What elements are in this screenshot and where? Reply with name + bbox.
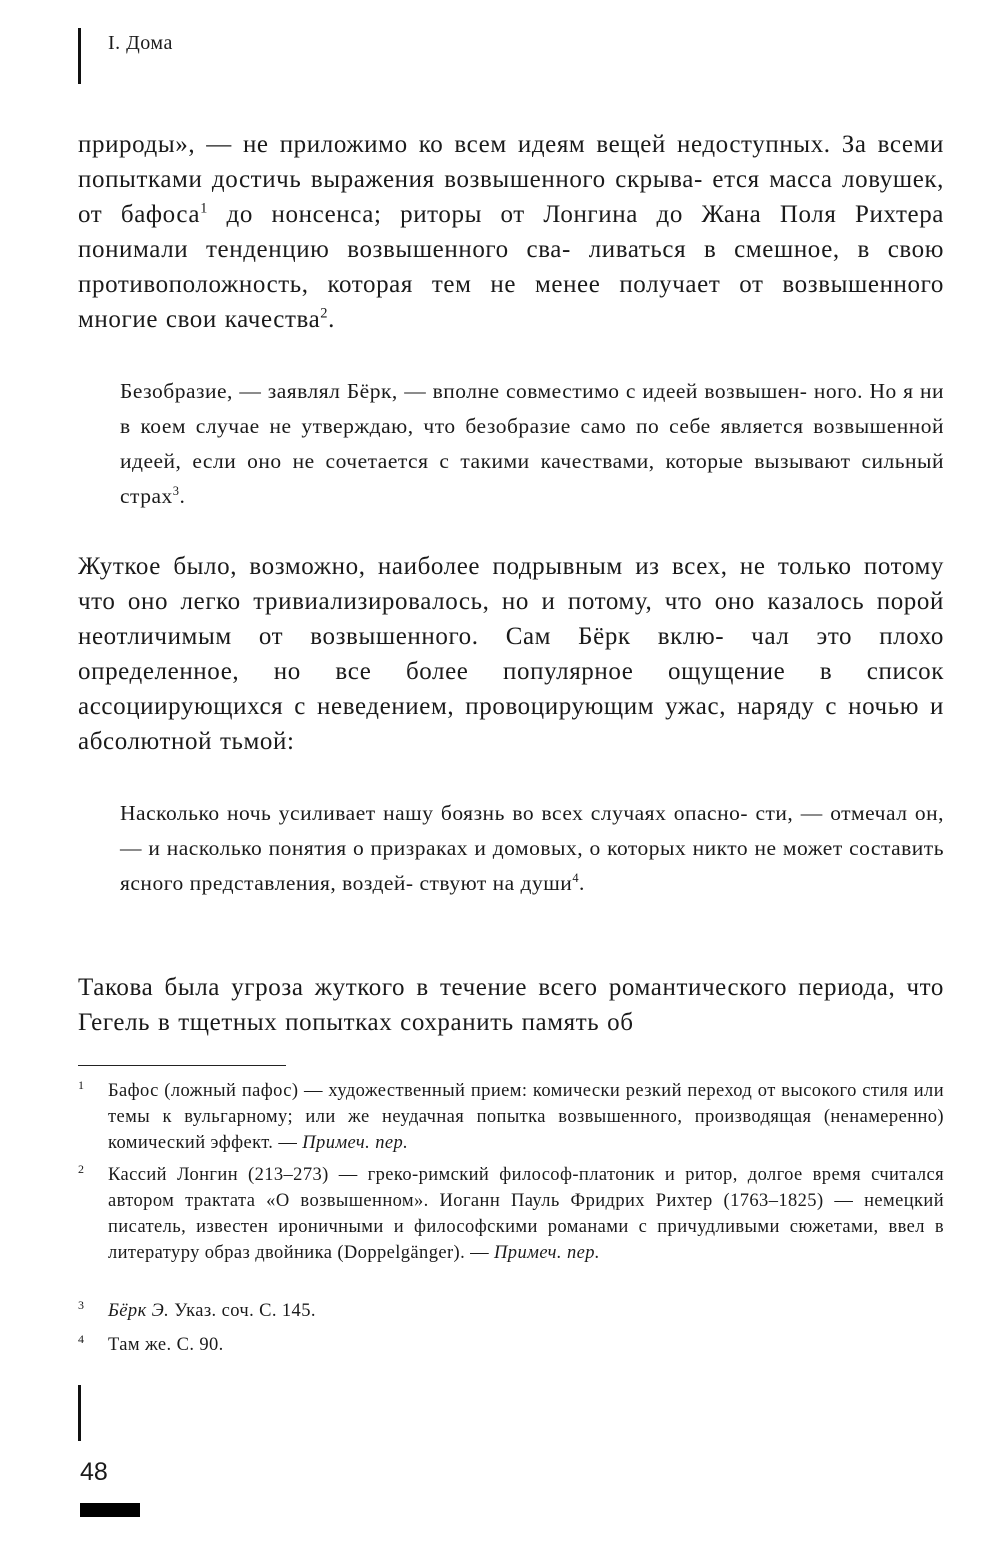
text-line: . bbox=[328, 306, 336, 333]
footnote-ref-3[interactable]: 3 bbox=[172, 483, 180, 498]
footnote-text: Кассий Лонгин (213–273) — греко-римский философ-платоник и ритор, долгое время считался автором трактата «О возвышенном». Иоганн Пауль Фридрих Рихтер (1763–1825) — немецкий писатель, известен ироничными и философскими романами с причудливыми сюжетами, ввел в литературу образ двойника (Doppelgänger). — Примеч. пер. bbox=[108, 1165, 944, 1263]
body-paragraph-3 bbox=[78, 970, 944, 1040]
footnote-text: Бафос (ложный пафос) — художественный прием: комически резкий переход от высокого стиля или темы к вульгарному; или же неудачная попытка возвышенного, производящая (ненамеренно) комический эффект. — Примеч. пер. bbox=[108, 1081, 944, 1153]
text-line: себе является возвышенной идеей, если оно не сочетается с такими bbox=[120, 414, 945, 473]
text-line: ливаться в смешное, в свою противоположность, которая тем не bbox=[78, 236, 944, 298]
translator-note: Примеч. пер. bbox=[494, 1243, 600, 1263]
footnote-3 bbox=[78, 1298, 944, 1324]
block-quote-1 bbox=[120, 374, 944, 514]
footnote-text: Бёрк Э. Указ. соч. С. 145. bbox=[108, 1301, 316, 1321]
footnote-ref-4[interactable]: 4 bbox=[572, 870, 580, 885]
text-line: Такова была угроза жуткого в течение всего романтического bbox=[78, 974, 788, 1001]
text-line: чал это плохо определенное, но все более популярное ощущение bbox=[78, 623, 944, 685]
footnote-ref-2[interactable]: 2 bbox=[320, 305, 329, 322]
text-line: в список ассоциирующихся с неведением, провоцирующим ужас, bbox=[78, 658, 944, 720]
text-line: Жуткое было, возможно, наиболее подрывным из всех, не только bbox=[78, 553, 852, 580]
block-quote-2 bbox=[120, 796, 944, 901]
footnote-1 bbox=[78, 1078, 944, 1156]
text-line: . bbox=[179, 484, 186, 508]
footnote-number: 4 bbox=[78, 1332, 85, 1346]
text-line: менее получает от возвышенного многие свои качества bbox=[78, 271, 944, 333]
text-line: до Жана Поля Рихтера понимали тенденцию возвышенного сва- bbox=[78, 201, 944, 263]
footnote-ref-1[interactable]: 1 bbox=[200, 200, 208, 217]
footnote-4 bbox=[78, 1332, 944, 1358]
footnote-number: 3 bbox=[78, 1298, 85, 1312]
footnote-text: Там же. С. 90. bbox=[108, 1335, 224, 1355]
cited-author: Бёрк Э. bbox=[108, 1301, 170, 1321]
text-line: качествами, которые вызывают сильный страх bbox=[120, 449, 944, 508]
footer-vertical-rule bbox=[78, 1385, 81, 1441]
text-line: ного. Но я ни в коем случае не утверждаю, что безобразие само по bbox=[120, 379, 944, 438]
footnote-number: 2 bbox=[78, 1162, 85, 1176]
text-line: до нонсенса; риторы от Лонгина bbox=[207, 201, 638, 228]
translator-note: Примеч. пер. bbox=[302, 1133, 409, 1153]
text-line: потому что оно легко тривиализировалось, но и потому, что оно bbox=[78, 553, 945, 615]
footnote-2 bbox=[78, 1162, 944, 1266]
text-line: За всеми попытками достичь выражения возвышенного скрыва- bbox=[78, 131, 944, 193]
text-line: ется масса ловушек, от бафоса bbox=[78, 166, 944, 228]
text-line: Насколько ночь усиливает нашу боязнь во всех случаях опасно- bbox=[120, 801, 749, 825]
text-line: наряду с ночью и абсолютной тьмой: bbox=[78, 693, 944, 755]
text-line: периода, что Гегель в тщетных попытках сохранить память об bbox=[78, 974, 944, 1036]
footnote-number: 1 bbox=[78, 1078, 85, 1092]
header-vertical-rule bbox=[78, 28, 81, 84]
text-line: о которых никто не может составить ясного представления, воздей- bbox=[120, 836, 945, 895]
text-line: природы», — не приложимо ко всем идеям вещей недоступных. bbox=[78, 131, 831, 158]
footer-bar bbox=[80, 1503, 140, 1517]
text-line: Безобразие, — заявлял Бёрк, — вполне совместимо с идеей возвышен- bbox=[120, 379, 808, 403]
footnote-separator bbox=[78, 1065, 286, 1066]
page-number: 48 bbox=[80, 1458, 108, 1486]
body-paragraph-1 bbox=[78, 127, 944, 337]
text-line: сти, — отмечал он, — и насколько понятия о призраках и домовых, bbox=[120, 801, 945, 860]
body-paragraph-2 bbox=[78, 549, 944, 759]
text-line: казалось порой неотличимым от возвышенного. Сам Бёрк вклю- bbox=[78, 588, 944, 650]
running-head: I. Дома bbox=[108, 32, 173, 54]
text-line: ствуют на души bbox=[419, 871, 573, 895]
text-line: . bbox=[579, 871, 585, 895]
